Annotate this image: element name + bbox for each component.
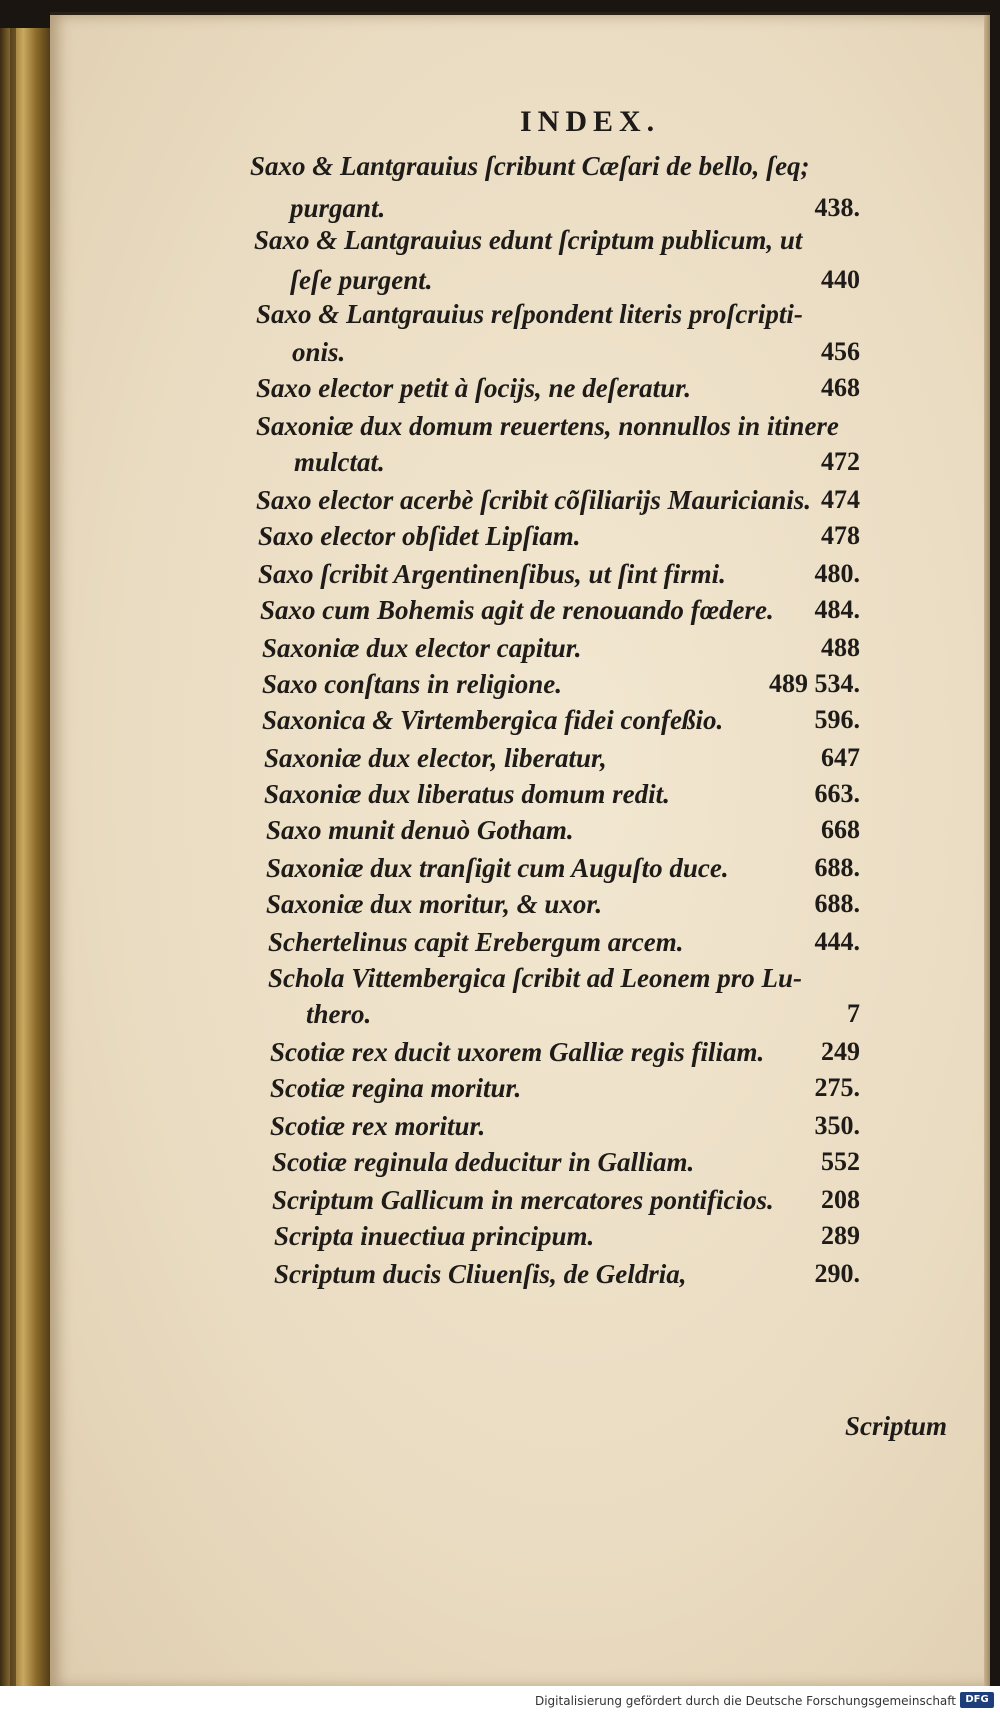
spine-shadow — [10, 28, 16, 1688]
index-entry — [50, 447, 990, 487]
index-entry — [50, 559, 990, 599]
index-entry — [50, 151, 990, 191]
index-entry — [50, 743, 990, 783]
page-header: INDEX. — [520, 105, 661, 138]
index-entry — [50, 963, 990, 1003]
dfg-logo-icon: DFG — [960, 1692, 994, 1708]
index-entry — [50, 815, 990, 855]
index-entry — [50, 927, 990, 967]
index-entry — [50, 853, 990, 893]
index-entry — [50, 889, 990, 929]
entry-text: onis. — [292, 337, 346, 367]
entry-text: Scripta inuectiua principum. — [274, 1221, 595, 1251]
entry-page-number: 275. — [814, 1073, 860, 1102]
entry-page-number: 474 — [821, 485, 860, 514]
entry-text: Saxo elector petit à ſocijs, ne deſeratur. — [256, 373, 691, 403]
entry-page-number: 480. — [814, 559, 860, 588]
entry-page-number: 484. — [814, 595, 860, 624]
entry-text: Saxoniæ dux tranſigit cum Auguſto duce. — [266, 853, 729, 883]
entry-text: purgant. — [290, 193, 386, 223]
entry-text: Scotiæ reginula deducitur in Galliam. — [272, 1147, 695, 1177]
entry-text: Saxoniæ dux elector, liberatur, — [264, 743, 607, 773]
book-page — [50, 12, 990, 1687]
entry-page-number: 7 — [847, 999, 860, 1028]
entry-text: Saxoniæ dux domum reuertens, nonnullos in itinere — [256, 411, 839, 441]
entry-page-number: 663. — [814, 779, 860, 808]
entry-page-number: 478 — [821, 521, 860, 550]
index-entry — [50, 1185, 990, 1225]
entry-text: Scotiæ rex ducit uxorem Galliæ regis filiam. — [270, 1037, 765, 1067]
index-entry — [50, 779, 990, 819]
index-entry — [50, 1259, 990, 1299]
footer-credit: Digitalisierung gefördert durch die Deutsche Forschungsgemeinschaft — [534, 1694, 956, 1708]
entry-page-number: 350. — [814, 1111, 860, 1140]
index-entry — [50, 705, 990, 745]
entry-text: Saxo & Lantgrauius edunt ſcriptum publicum, ut — [254, 225, 803, 255]
index-entry — [50, 225, 990, 265]
entry-page-number: 289 — [821, 1221, 860, 1250]
entry-page-number: 468 — [821, 373, 860, 402]
entry-text: Schola Vittembergica ſcribit ad Leonem pro Lu- — [268, 963, 802, 993]
catchword: Scriptum — [845, 1411, 948, 1441]
index-entry — [50, 1221, 990, 1261]
index-entry — [50, 373, 990, 413]
index-entry — [50, 633, 990, 673]
index-entry — [50, 521, 990, 561]
index-entry — [50, 999, 990, 1039]
book-fore-edge — [0, 28, 52, 1688]
entry-text: Saxo elector obſidet Lipſiam. — [258, 521, 581, 551]
entry-text: mulctat. — [294, 447, 385, 477]
entry-text: Saxo conſtans in religione. — [262, 669, 563, 699]
entry-page-number: 668 — [821, 815, 860, 844]
entry-text: Schertelinus capit Erebergum arcem. — [268, 927, 684, 957]
index-entry — [50, 669, 990, 709]
entry-text: Saxo ſcribit Argentinenſibus, ut ſint firmi. — [258, 559, 726, 589]
index-entry — [50, 411, 990, 451]
entry-text: Scotiæ rex moritur. — [270, 1111, 486, 1141]
entry-text: Saxoniæ dux moritur, & uxor. — [266, 889, 603, 919]
index-entry — [50, 337, 990, 377]
entry-text: ſeſe purgent. — [290, 265, 433, 295]
entry-page-number: 438. — [814, 193, 860, 222]
entry-text: Saxo elector acerbè ſcribit cõſiliarijs Mauricianis. — [256, 485, 811, 515]
index-entry — [50, 1073, 990, 1113]
entry-text: Saxo cum Bohemis agit de renouando fœdere. — [260, 595, 774, 625]
entry-text: Saxo & Lantgrauius reſpondent literis proſcripti- — [256, 299, 803, 329]
entry-page-number: 647 — [821, 743, 860, 772]
entry-page-number: 440 — [821, 265, 860, 294]
entry-page-number: 290. — [814, 1259, 860, 1288]
index-entry — [50, 1111, 990, 1151]
index-entry — [50, 299, 990, 339]
entry-text: Scriptum ducis Cliuenſis, de Geldria, — [274, 1259, 687, 1289]
entry-page-number: 596. — [814, 705, 860, 734]
footer-bar — [0, 1686, 1000, 1718]
entry-text: Scriptum Gallicum in mercatores pontificios. — [272, 1185, 774, 1215]
entry-page-number: 208 — [821, 1185, 860, 1214]
entry-page-number: 552 — [821, 1147, 860, 1176]
entry-text: Saxoniæ dux elector capitur. — [262, 633, 582, 663]
entry-page-number: 688. — [814, 853, 860, 882]
entry-text: Saxoniæ dux liberatus domum redit. — [264, 779, 670, 809]
entry-page-number: 688. — [814, 889, 860, 918]
entry-page-number: 472 — [821, 447, 860, 476]
entry-text: Saxonica & Virtembergica fidei confeßio. — [262, 705, 724, 735]
entry-text: thero. — [306, 999, 372, 1029]
entry-page-number: 488 — [821, 633, 860, 662]
entry-text: Saxo munit denuò Gotham. — [266, 815, 574, 845]
entry-page-number: 489 534. — [769, 669, 860, 698]
entry-page-number: 444. — [814, 927, 860, 956]
index-entry — [50, 595, 990, 635]
index-entry — [50, 1037, 990, 1077]
entry-page-number: 249 — [821, 1037, 860, 1066]
entry-page-number: 456 — [821, 337, 860, 366]
index-entry — [50, 1147, 990, 1187]
entry-text: Scotiæ regina moritur. — [270, 1073, 522, 1103]
index-entry — [50, 485, 990, 525]
entry-text: Saxo & Lantgrauius ſcribunt Cæſari de bello, ſeq; — [250, 151, 810, 181]
